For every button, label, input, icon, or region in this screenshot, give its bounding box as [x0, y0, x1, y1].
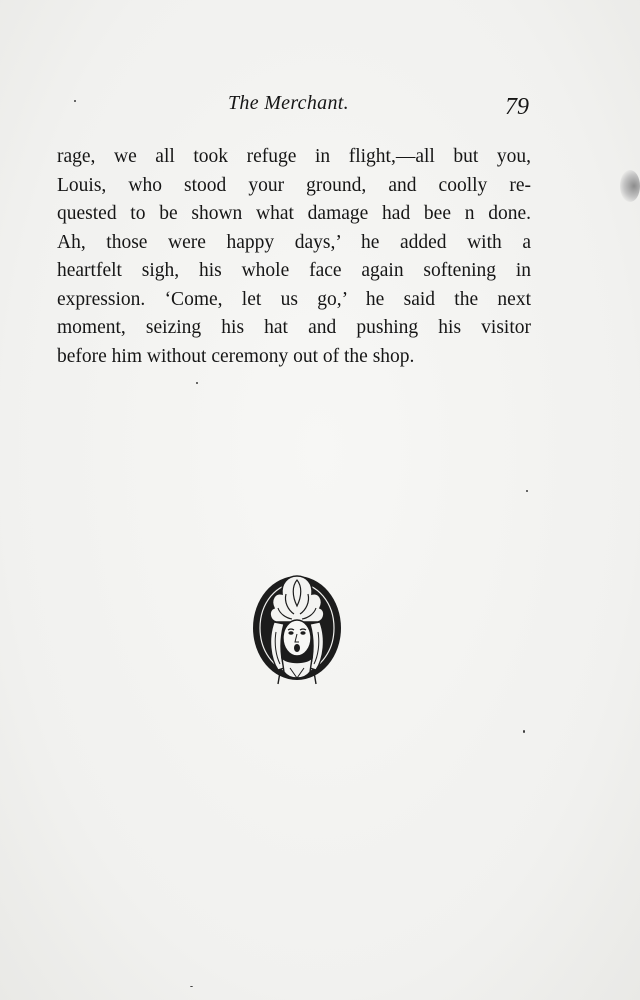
page-number: 79: [505, 94, 529, 120]
page-smudge: [620, 170, 640, 202]
text-line: heartfelt sigh, his whole face again softening in: [57, 260, 531, 281]
body-text: [57, 143, 531, 371]
text-line: Ah, those were happy days,’ he added with a: [57, 231, 531, 253]
text-line: before him without ceremony out of the shop.: [57, 345, 415, 367]
running-head: [0, 92, 640, 122]
tailpiece-face-ornament-icon: [250, 572, 344, 696]
page-speck: [523, 730, 525, 733]
running-title: The Merchant.: [228, 92, 349, 114]
page-speck: [526, 490, 528, 492]
text-line: quested to be shown what damage had bee n done.: [57, 203, 531, 224]
page-speck: [74, 100, 76, 102]
page-speck: [190, 986, 193, 987]
text-line: rage, we all took refuge in flight,—all but you,: [57, 146, 531, 167]
text-line: expression. ‘Come, let us go,’ he said the next: [57, 288, 531, 310]
text-line: Louis, who stood your ground, and coolly re-: [57, 174, 531, 196]
page-speck: [196, 382, 198, 384]
text-line: moment, seizing his hat and pushing his visitor: [57, 317, 531, 338]
